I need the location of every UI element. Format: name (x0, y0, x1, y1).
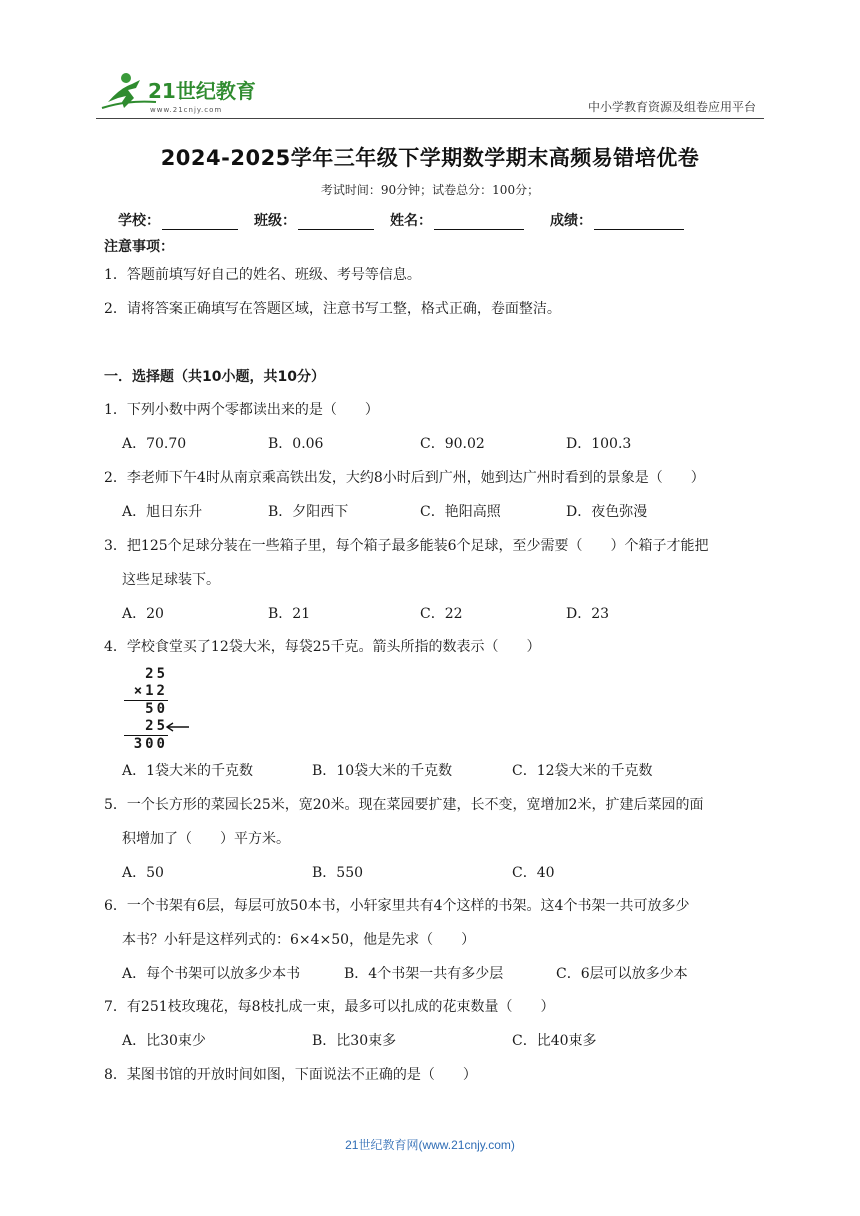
score-label: 成绩： (550, 213, 592, 229)
school-blank[interactable] (162, 215, 238, 230)
name-label: 姓名： (390, 213, 432, 229)
option-c[interactable]: C．90.02 (420, 436, 485, 452)
question-stem: 3．把125个足球分装在一些箱子里，每个箱子最多能装6个足球，至少需要（ ）个箱子才能把 (104, 538, 709, 554)
site-logo (96, 68, 266, 118)
question-stem: 6．一个书架有6层，每层可放50本书，小轩家里共有4个这样的书架。这4个书架一共可放多少 (104, 898, 690, 914)
logo-text: 21世纪教育 (148, 79, 256, 103)
class-field[interactable] (254, 210, 374, 230)
header-divider (96, 118, 764, 119)
exam-info: 考试时间：90分钟；试卷总分：100分； (320, 183, 540, 197)
class-label: 班级： (254, 213, 296, 229)
question-stem-continued: 本书？小轩是这样列式的：6×4×50，他是先求（ ） (122, 932, 476, 948)
notes-heading: 注意事项： (104, 239, 174, 255)
calc-multiplicand: 25 (145, 666, 168, 682)
option-b[interactable]: B．0.06 (268, 436, 324, 452)
option-a[interactable]: A．比30束少 (122, 1033, 206, 1049)
option-d[interactable]: D．夜色弥漫 (566, 504, 648, 520)
option-a[interactable]: A．70.70 (122, 436, 187, 452)
option-c[interactable]: C．比40束多 (512, 1033, 597, 1049)
section-heading: 一．选择题（共10小题，共10分） (104, 369, 325, 385)
option-b[interactable]: B．比30束多 (312, 1033, 397, 1049)
note-item: 2．请将答案正确填写在答题区域，注意书写工整，格式正确，卷面整洁。 (104, 301, 561, 317)
option-c[interactable]: C．艳阳高照 (420, 504, 501, 520)
option-b[interactable]: B．4个书架一共有多少层 (344, 966, 504, 982)
question-stem: 1．下列小数中两个零都读出来的是（ ） (104, 402, 379, 418)
option-c[interactable]: C．6层可以放多少本 (556, 966, 688, 982)
arrow-left-icon (164, 721, 190, 733)
option-c[interactable]: C．22 (420, 606, 463, 622)
question-stem-continued: 积增加了（ ）平方米。 (122, 831, 290, 847)
option-a[interactable]: A．20 (122, 606, 164, 622)
page-title: 2024-2025学年三年级下学期数学期末高频易错培优卷 (160, 146, 700, 170)
score-field[interactable] (550, 210, 684, 230)
school-label: 学校： (118, 213, 160, 229)
score-blank[interactable] (594, 215, 684, 230)
question-stem: 8．某图书馆的开放时间如图，下面说法不正确的是（ ） (104, 1067, 477, 1083)
platform-label: 中小学教育资源及组卷应用平台 (587, 100, 756, 114)
question-stem: 7．有251枝玫瑰花，每8枝扎成一束，最多可以扎成的花束数量（ ） (104, 999, 555, 1015)
option-a[interactable]: A．1袋大米的千克数 (122, 763, 254, 779)
option-b[interactable]: B．550 (312, 865, 364, 881)
option-a[interactable]: A．每个书架可以放多少本书 (122, 966, 301, 982)
vertical-multiplication (122, 666, 202, 752)
option-c[interactable]: C．40 (512, 865, 555, 881)
note-item: 1．答题前填写好自己的姓名、班级、考号等信息。 (104, 267, 421, 283)
question-stem: 4．学校食堂买了12袋大米，每袋25千克。箭头所指的数表示（ ） (104, 639, 541, 655)
option-b[interactable]: B．21 (268, 606, 311, 622)
option-d[interactable]: D．23 (566, 606, 610, 622)
option-a[interactable]: A．50 (122, 865, 164, 881)
school-field[interactable] (118, 210, 238, 230)
calc-partial-2: 25 (145, 718, 168, 734)
calc-multiplier: ×12 (133, 683, 168, 699)
class-blank[interactable] (298, 215, 374, 230)
question-stem-continued: 这些足球装下。 (122, 572, 220, 588)
name-field[interactable] (390, 210, 524, 230)
calc-product: 300 (133, 736, 168, 752)
question-stem: 2．李老师下午4时从南京乘高铁出发，大约8小时后到广州，她到达广州时看到的景象是（ ） (104, 470, 705, 486)
question-stem: 5．一个长方形的菜园长25米，宽20米。现在菜园要扩建，长不变，宽增加2米，扩建后菜园的面 (104, 797, 704, 813)
logo-url: www.21cnjy.com (150, 106, 223, 114)
option-b[interactable]: B．夕阳西下 (268, 504, 349, 520)
option-b[interactable]: B．10袋大米的千克数 (312, 763, 453, 779)
footer-link[interactable]: 21世纪教育网(www.21cnjy.com) (345, 1138, 515, 1152)
option-c[interactable]: C．12袋大米的千克数 (512, 763, 653, 779)
name-blank[interactable] (434, 215, 524, 230)
option-a[interactable]: A．旭日东升 (122, 504, 203, 520)
calc-partial-1: 50 (145, 701, 168, 717)
option-d[interactable]: D．100.3 (566, 436, 632, 452)
